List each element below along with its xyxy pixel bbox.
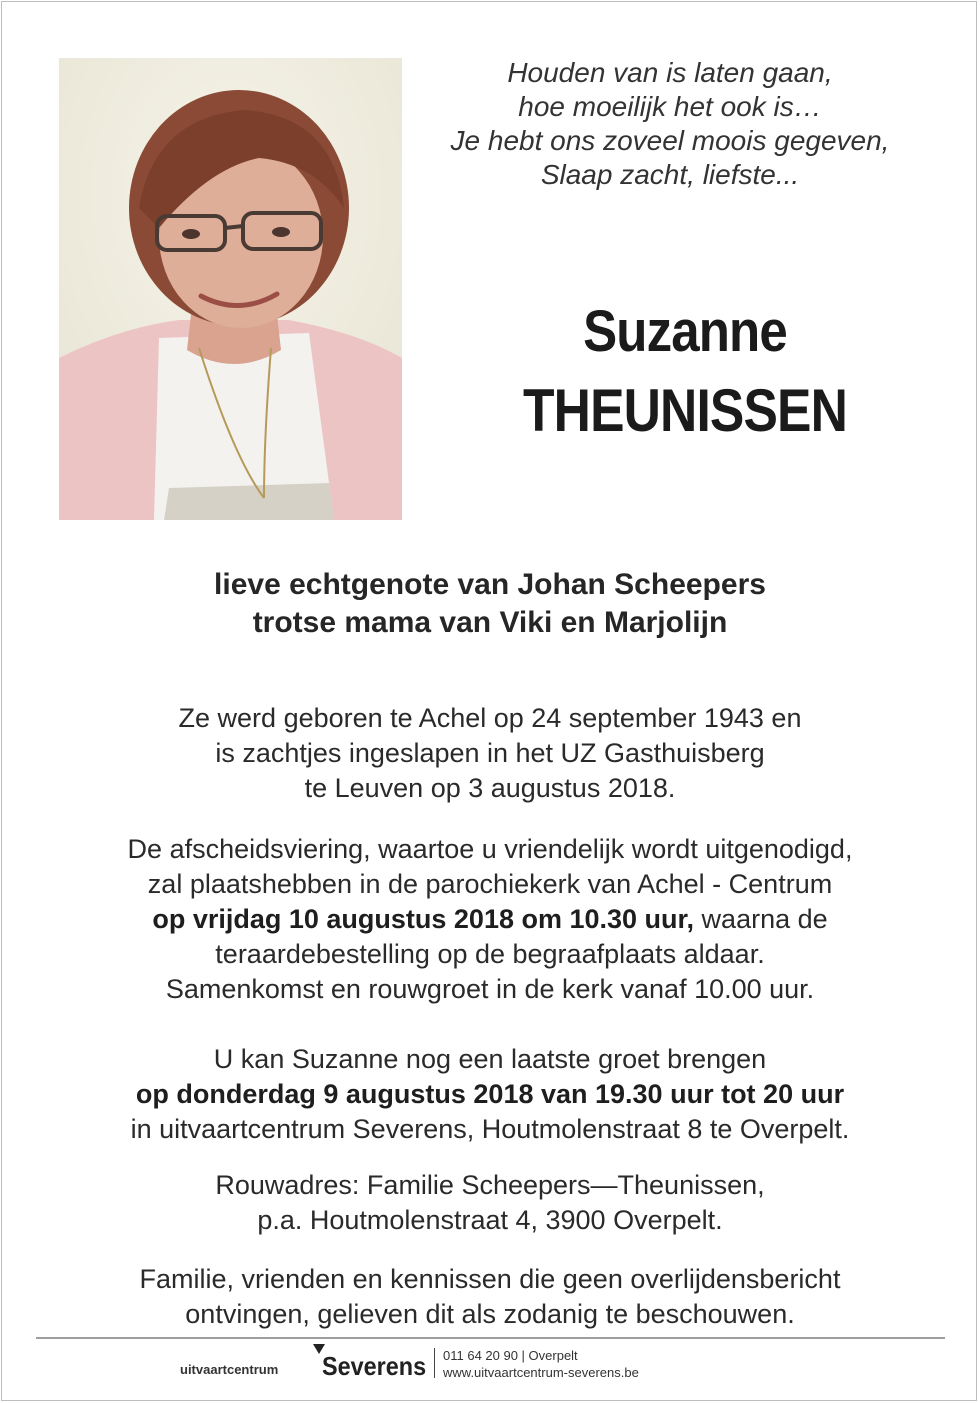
footer-phone: 011 64 20 90 | Overpelt bbox=[443, 1348, 578, 1363]
ceremony-line: De afscheidsviering, waartoe u vriendelijk wordt uitgenodigd, bbox=[127, 834, 853, 864]
ceremony-line: teraardebestelling op de begraafplaats aldaar. bbox=[215, 939, 765, 969]
poem bbox=[410, 56, 930, 192]
birth-line: te Leuven op 3 augustus 2018. bbox=[304, 773, 676, 803]
birth-line: Ze werd geboren te Achel op 24 september 1943 en bbox=[178, 703, 802, 733]
ceremony-line: Samenkomst en rouwgroet in de kerk vanaf 10.00 uur. bbox=[165, 974, 815, 1004]
ceremony-date: op vrijdag 10 augustus 2018 om 10.30 uur, bbox=[152, 904, 695, 934]
address-line: p.a. Houtmolenstraat 4, 3900 Overpelt. bbox=[257, 1205, 723, 1235]
address-line: Rouwadres: Familie Scheepers—Theunissen, bbox=[215, 1170, 765, 1200]
poem-line: Slaap zacht, liefste... bbox=[540, 159, 800, 190]
footer-website[interactable]: www.uitvaartcentrum-severens.be bbox=[443, 1365, 639, 1380]
visit-date: op donderdag 9 augustus 2018 van 19.30 uur tot 20 uur bbox=[135, 1079, 845, 1109]
ceremony-line-rest: waarna de bbox=[694, 904, 828, 934]
logo-big-text: Severens bbox=[322, 1351, 427, 1381]
visit-line: U kan Suzanne nog een laatste groet brengen bbox=[213, 1044, 767, 1074]
relations bbox=[60, 566, 920, 642]
visit-line: in uitvaartcentrum Severens, Houtmolenstraat 8 te Overpelt. bbox=[130, 1114, 850, 1144]
first-name: Suzanne bbox=[583, 299, 787, 364]
footer-separator bbox=[434, 1348, 435, 1378]
poem-line: Je hebt ons zoveel moois gegeven, bbox=[450, 125, 890, 156]
notice-paragraph bbox=[40, 1262, 940, 1332]
last-name: THEUNISSEN bbox=[523, 377, 847, 444]
ceremony-paragraph bbox=[40, 832, 940, 1007]
notice-line: Familie, vrienden en kennissen die geen overlijdensbericht bbox=[139, 1264, 841, 1294]
funeral-home-logo bbox=[180, 1344, 440, 1384]
ceremony-line bbox=[40, 902, 940, 937]
relation-line: lieve echtgenote van Johan Scheepers bbox=[214, 568, 766, 601]
visit-line bbox=[40, 1077, 940, 1112]
birth-line: is zachtjes ingeslapen in het UZ Gasthuisberg bbox=[215, 738, 765, 768]
portrait-photo bbox=[59, 58, 402, 520]
address-paragraph bbox=[40, 1168, 940, 1238]
footer-contact bbox=[443, 1347, 639, 1381]
portrait-illustration bbox=[59, 58, 402, 520]
birth-paragraph bbox=[40, 701, 940, 806]
notice-line: ontvingen, gelieven dit als zodanig te beschouwen. bbox=[185, 1299, 795, 1329]
relation-line: trotse mama van Viki en Marjolijn bbox=[252, 606, 728, 639]
ceremony-line: zal plaatshebben in de parochiekerk van Achel - Centrum bbox=[147, 869, 833, 899]
poem-line: hoe moeilijk het ook is… bbox=[518, 91, 822, 122]
poem-line: Houden van is laten gaan, bbox=[507, 57, 833, 88]
logo-small-text: uitvaartcentrum bbox=[180, 1362, 279, 1377]
visit-paragraph bbox=[40, 1042, 940, 1147]
footer-divider bbox=[36, 1337, 945, 1339]
